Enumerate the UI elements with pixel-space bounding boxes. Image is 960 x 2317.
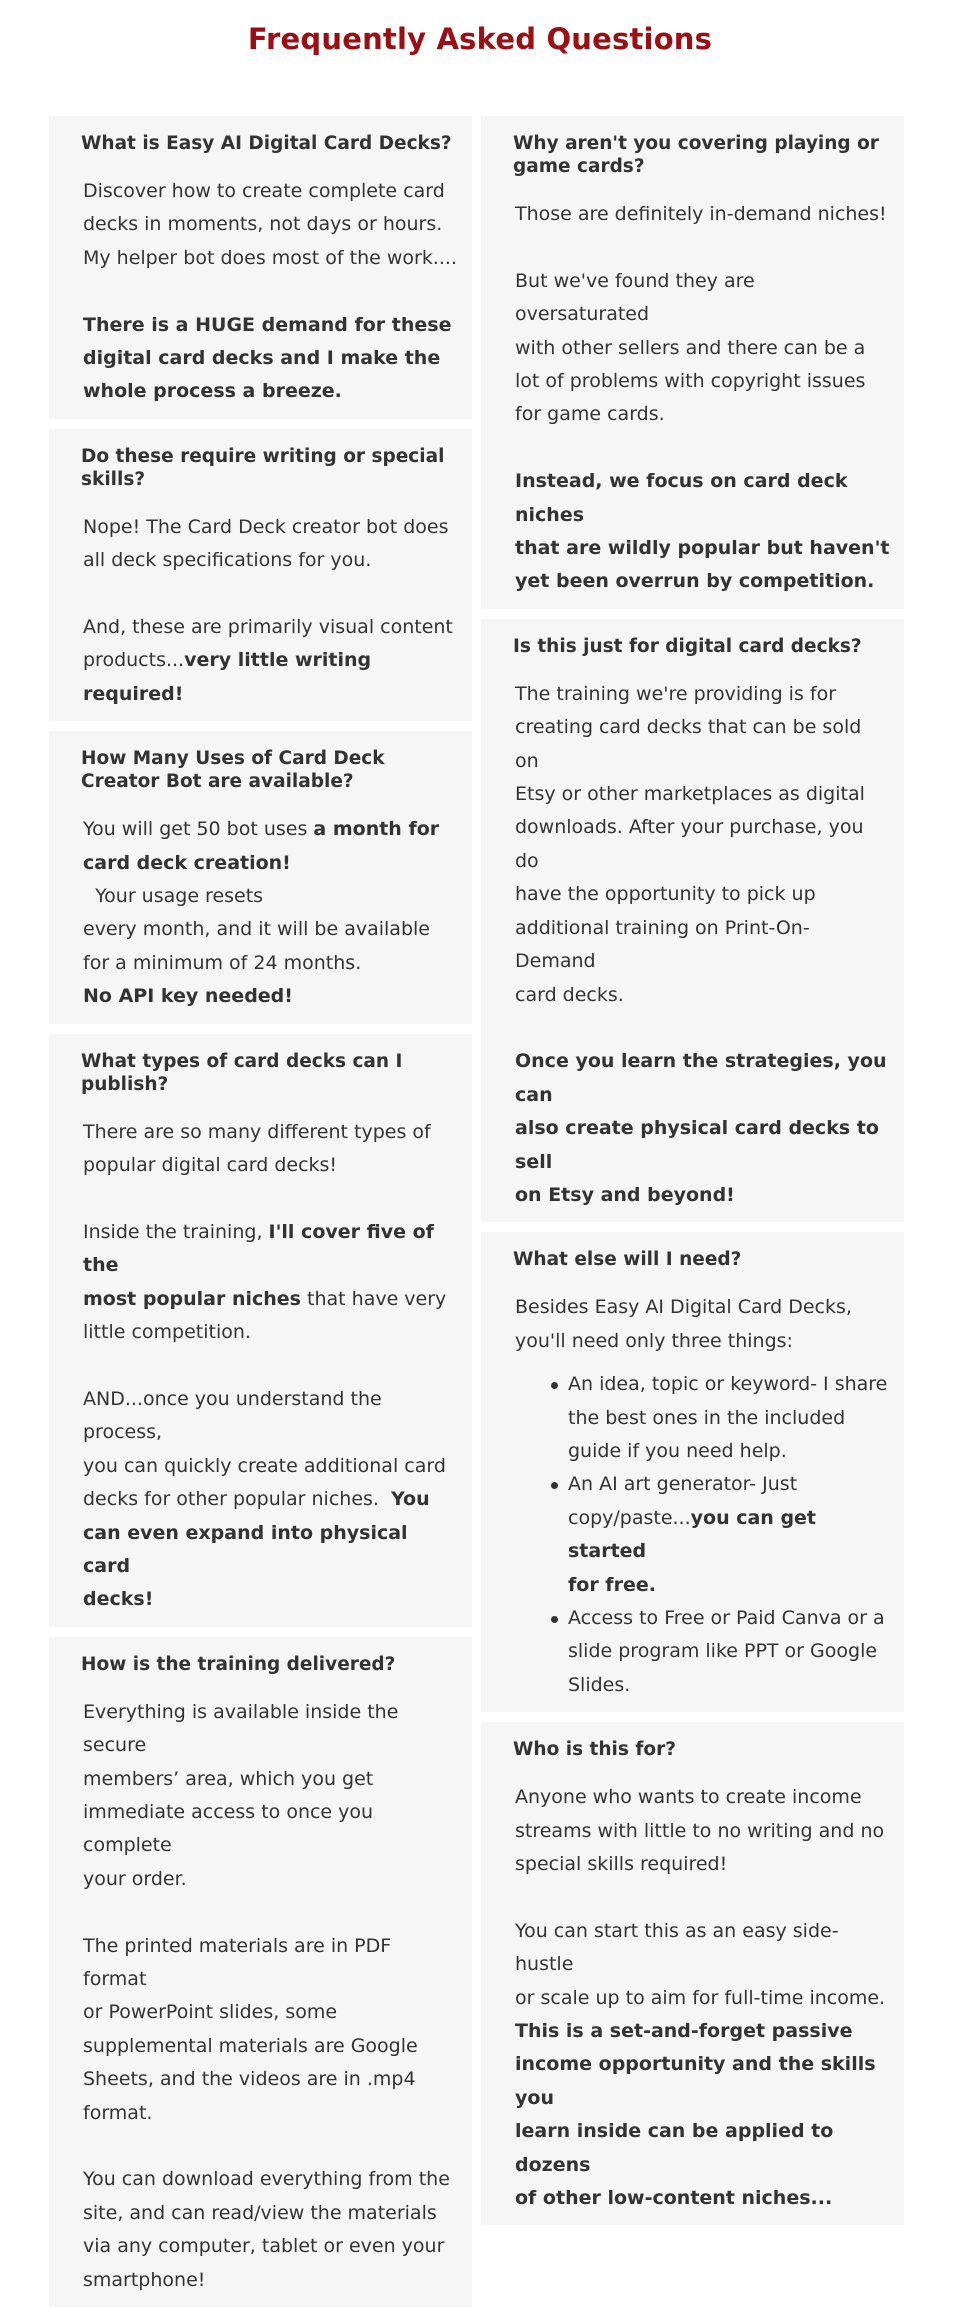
answer-emphasis: also create physical card decks to sell [515, 1117, 879, 1173]
answer-text: The training we're providing is for [515, 682, 837, 705]
answer-text: Inside the training, [83, 1220, 269, 1243]
answer-text: The printed materials are in PDF format [83, 1934, 392, 1990]
answer-text: the best ones in the included [568, 1406, 846, 1429]
answer-text: You can start this as an easy side-hustle [515, 1919, 839, 1976]
answer-text: AND...once you understand the process, [83, 1387, 382, 1444]
faq-answer [81, 813, 458, 1013]
faq-question: Who is this for? [513, 1739, 676, 1761]
answer-text: But we've found they are oversaturated [515, 269, 755, 326]
faq-answer [513, 1781, 890, 2215]
answer-text: Discover how to create complete card [83, 180, 445, 202]
answer-text: with other sellers and there can be a [515, 336, 866, 359]
answer-text: little competition. [83, 1321, 251, 1344]
answer-emphasis: you can get started [568, 1506, 817, 1563]
answer-text: you'll need only three things: [515, 1329, 793, 1352]
answer-text: Your usage resets [83, 885, 264, 908]
answer-emphasis: learn inside can be applied to dozens [515, 2120, 834, 2176]
answer-text: Sheets, and the videos are in .mp4 [83, 2068, 416, 2091]
answer-emphasis: for free. [568, 1573, 656, 1596]
answer-text: for game cards. [515, 403, 665, 426]
faq-question: What else will I need? [513, 1249, 742, 1271]
answer-text: lot of problems with copyright issues [515, 370, 866, 393]
faq-answer [513, 198, 890, 599]
answer-emphasis: You [391, 1488, 430, 1511]
answer-text: immediate access to once you complete [83, 1800, 374, 1857]
faq-question: What is Easy AI Digital Card Decks? [81, 133, 452, 154]
answer-text: Nope! The Card Deck creator bot does [83, 515, 449, 538]
faq-answer [513, 678, 890, 1212]
answer-text: for a minimum of 24 months. [83, 951, 362, 974]
faq-card [49, 429, 472, 721]
answer-text: downloads. After your purchase, you do [515, 816, 864, 872]
faq-question: Why aren't you covering playing or game cards? [513, 133, 879, 177]
answer-emphasis: can even expand into physical card [83, 1521, 408, 1577]
answer-text: via any computer, tablet or even your [83, 2235, 445, 2258]
answer-text: all deck specifications for you. [83, 549, 372, 572]
answer-emphasis: income opportunity and the skills you [515, 2053, 876, 2109]
answer-emphasis: Instead, we focus on card deck niches [515, 470, 848, 526]
answer-text: additional training on Print-On-Demand [515, 916, 810, 973]
faq-card [49, 731, 472, 1023]
requirements-list [515, 1368, 890, 1702]
faq-card [49, 1637, 472, 2307]
answer-emphasis: Once you learn the strategies, you can [515, 1050, 887, 1106]
answer-text: every month, and it will be available [83, 918, 430, 941]
answer-text: My helper bot does most of the work.... [83, 246, 458, 269]
answer-emphasis: decks! [83, 1588, 154, 1611]
faq-column-left [49, 116, 472, 2317]
answer-text: you can quickly create additional card [83, 1454, 446, 1477]
answer-text: supplemental materials are Google [83, 2034, 418, 2057]
answer-text: creating card decks that can be sold on [515, 716, 862, 772]
faq-card [481, 116, 904, 609]
answer-text: popular digital card decks! [83, 1154, 338, 1177]
answer-emphasis: I'll cover five of the [83, 1220, 434, 1277]
answer-text: copy/paste... [568, 1506, 691, 1529]
answer-text: Etsy or other marketplaces as digital [515, 783, 865, 806]
answer-text: smartphone! [83, 2268, 206, 2291]
answer-text: Everything is available inside the secure [83, 1700, 399, 1757]
faq-answer [81, 1696, 458, 2297]
faq-answer [81, 511, 458, 711]
answer-text: Anyone who wants to create income [515, 1786, 862, 1809]
answer-text: that have very [300, 1287, 447, 1310]
answer-text: guide if you need help. [568, 1439, 787, 1462]
answer-text: products... [83, 649, 185, 672]
faq-answer [81, 175, 458, 409]
answer-text: Those are definitely in-demand niches! [515, 203, 887, 225]
faq-card [49, 116, 472, 419]
answer-text: And, these are primarily visual content [83, 616, 453, 639]
faq-card [49, 1034, 472, 1627]
faq-card [481, 1722, 904, 2225]
answer-emphasis: on Etsy and beyond! [515, 1183, 735, 1206]
answer-text: or scale up to aim for full-time income. [515, 1986, 886, 2009]
page-title: Frequently Asked Questions [247, 22, 713, 56]
answer-text: You will get 50 bot uses [83, 818, 314, 841]
answer-text: have the opportunity to pick up [515, 883, 816, 906]
answer-emphasis: of other low-content niches... [515, 2187, 833, 2210]
answer-text: An idea, topic or keyword- I share [568, 1373, 888, 1396]
answer-text: Slides. [568, 1673, 631, 1696]
answer-text: streams with little to no writing and no [515, 1819, 885, 1842]
answer-emphasis: very little writing required! [83, 649, 372, 705]
answer-text: your order. [83, 1867, 187, 1890]
faq-question: Do these require writing or special skills? [81, 445, 445, 490]
answer-text: There are so many different types of [83, 1120, 431, 1143]
faq-question: Is this just for digital card decks? [513, 635, 862, 657]
faq-answer [513, 1291, 890, 1702]
answer-emphasis: There is a HUGE demand for these [83, 313, 452, 336]
answer-emphasis: a month for [313, 818, 440, 841]
answer-emphasis: yet been overrun by competition. [515, 570, 875, 593]
answer-text: special skills required! [515, 1853, 728, 1876]
answer-emphasis: card deck creation! [83, 851, 291, 874]
faq-question: How is the training delivered? [81, 1653, 396, 1675]
answer-text: Besides Easy AI Digital Card Decks, [515, 1296, 852, 1319]
faq-answer [81, 1116, 458, 1617]
answer-text: decks for other popular niches. [83, 1488, 392, 1511]
answer-text: site, and can read/view the materials [83, 2201, 437, 2224]
answer-emphasis: most popular niches [83, 1287, 301, 1310]
answer-text: card decks. [515, 983, 624, 1006]
answer-emphasis: that are wildly popular but haven't [515, 537, 890, 560]
answer-emphasis: This is a set-and-forget passive [515, 2020, 853, 2043]
answer-text: Access to Free or Paid Canva or a [568, 1606, 885, 1629]
answer-text: format. [83, 2101, 153, 2124]
faq-card [481, 1232, 904, 1712]
faq-column-right [481, 116, 904, 2235]
answer-emphasis: whole process a breeze. [83, 380, 342, 403]
answer-emphasis: digital card decks and I make the [83, 347, 441, 370]
answer-text: slide program like PPT or Google [568, 1640, 878, 1663]
answer-text: An AI art generator- Just [568, 1473, 798, 1496]
list-item [568, 1602, 890, 1702]
answer-text: or PowerPoint slides, some [83, 2001, 338, 2024]
answer-emphasis: No API key needed! [83, 985, 293, 1008]
answer-text: decks in moments, not days or hours. [83, 213, 443, 236]
list-item [568, 1368, 890, 1468]
answer-text: members’ area, which you get [83, 1767, 374, 1790]
faq-question: How Many Uses of Card Deck Creator Bot are available? [81, 748, 385, 793]
answer-text: You can download everything from the [83, 2168, 450, 2191]
faq-question: What types of card decks can I publish? [81, 1050, 403, 1095]
faq-card [481, 619, 904, 1222]
list-item [568, 1468, 890, 1602]
